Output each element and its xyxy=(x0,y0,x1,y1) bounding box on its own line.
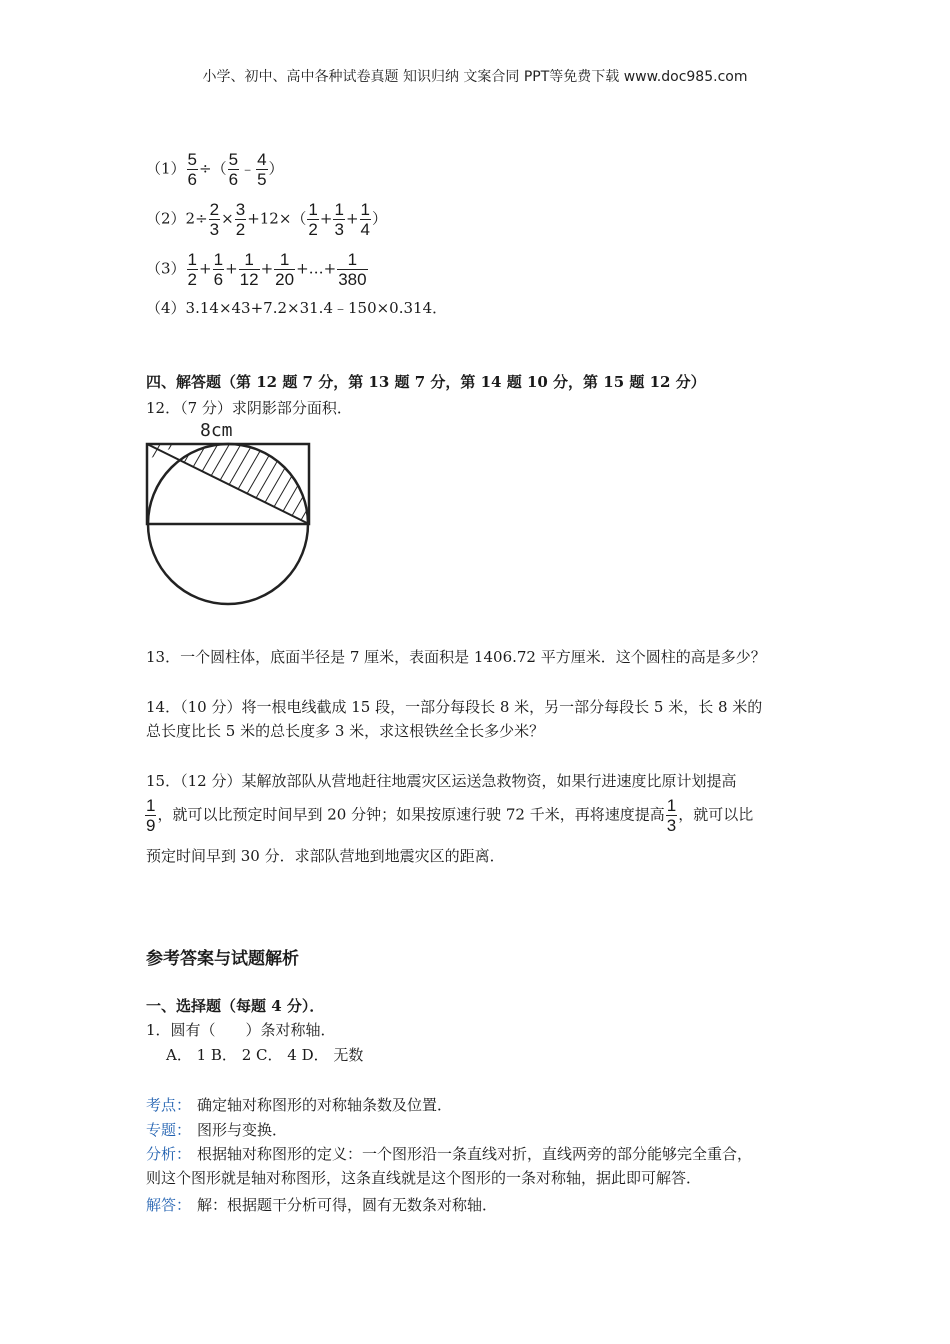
answers-section1: 一、选择题（每题 4 分）． xyxy=(146,997,325,1015)
question-13: 13．一个圆柱体，底面半径是 7 厘米，表面积是 1406.72 平方厘米．这个圆柱的高是多少？ xyxy=(146,648,766,666)
fraction: $\frac{2}{3}$ xyxy=(209,200,220,239)
shaded-area-figure xyxy=(140,418,320,606)
zhuanti-label: 专题： xyxy=(146,1121,192,1139)
answer-question-1: 1．圆有（ ）条对称轴． xyxy=(146,1021,336,1039)
calc-item-3: （3） $\frac{1}{2}$ + $\frac{1}{6}$ + $\frac{1}{12}$ + $\frac{1}{20}$ +…+ $\frac{1}{380}$ xyxy=(146,250,367,289)
calc-item-1: （1） $\frac{5}{6}$ ÷（ $\frac{5}{6}$ ﹣ $\frac{4}{5}$ ） xyxy=(146,150,284,189)
answer-options: A． 1 B． 2 C． 4 D． 无数 xyxy=(166,1046,364,1064)
fraction: $\frac{1}{2}$ xyxy=(187,250,198,289)
fraction: $\frac{1}{3}$ xyxy=(334,200,344,239)
section4-title: 四、解答题（第 12 题 7 分，第 13 题 7 分，第 14 题 10 分，第 15 题 12 分） xyxy=(146,373,706,391)
figure-label: 8cm xyxy=(200,420,233,441)
fenxi-row: 分析： 根据轴对称图形的定义：一个图形沿一条直线对折，直线两旁的部分能够完全重合， xyxy=(146,1145,753,1163)
question-12: 12．（7 分）求阴影部分面积． xyxy=(146,399,352,417)
kaodian-label: 考点： xyxy=(146,1096,192,1114)
zhuanti-row: 专题： 图形与变换． xyxy=(146,1121,288,1139)
fraction: $\frac{1}{380}$ xyxy=(338,250,367,289)
jieda-label: 解答： xyxy=(146,1196,192,1214)
kaodian-row: 考点： 确定轴对称图形的对称轴条数及位置． xyxy=(146,1096,453,1114)
question-15-line1: 15．（12 分）某解放部队从营地赶往地震灾区运送急救物资，如果行进速度比原计划提高 xyxy=(146,772,737,790)
fraction: $\frac{5}{6}$ xyxy=(187,150,198,189)
fenxi-label: 分析： xyxy=(146,1145,192,1163)
calc-item-4: （4）3.14×43+7.2×31.4﹣150×0.314． xyxy=(146,299,448,317)
fraction: $\frac{5}{6}$ xyxy=(228,150,239,189)
fraction: $\frac{1}{4}$ xyxy=(360,200,370,239)
fraction: $\frac{1}{20}$ xyxy=(275,250,295,289)
calc-item-2: （2）2÷ $\frac{2}{3}$ × $\frac{3}{2}$ +12×（ $\frac{1}{2}$ + $\frac{1}{3}$ + $\frac{1}{4}$ ） xyxy=(146,200,387,239)
fraction: $\frac{1}{2}$ xyxy=(308,200,318,239)
fraction: $\frac{1}{6}$ xyxy=(213,250,224,289)
jieda-row: 解答： 解：根据题干分析可得，圆有无数条对称轴． xyxy=(146,1196,498,1214)
page-header: 小学、初中、高中各种试卷真题 知识归纳 文案合同 PPT等免费下载 www.doc985.com xyxy=(202,69,748,85)
question-15-line2: $\frac{1}{9}$ ，就可以比预定时间早到 20 分钟；如果按原速行驶 72 千米，再将速度提高 $\frac{1}{3}$ ，就可以比 xyxy=(146,796,754,835)
fraction: $\frac{1}{3}$ xyxy=(666,796,677,835)
fraction: $\frac{1}{9}$ xyxy=(146,796,156,835)
question-15-line3: 预定时间早到 30 分．求部队营地到地震灾区的距离． xyxy=(146,847,505,865)
question-14-line2: 总长度比长 5 米的总长度多 3 米，求这根铁丝全长多少米？ xyxy=(146,722,545,740)
fraction: $\frac{1}{12}$ xyxy=(239,250,259,289)
question-14-line1: 14．（10 分）将一根电线截成 15 段，一部分每段长 8 米，另一部分每段长 5 米，长 8 米的 xyxy=(146,698,763,716)
answers-title: 参考答案与试题解析 xyxy=(146,949,299,969)
fraction: $\frac{4}{5}$ xyxy=(257,150,267,189)
fraction: $\frac{3}{2}$ xyxy=(235,200,246,239)
fenxi-row-2: 则这个图形就是轴对称图形，这条直线就是这个图形的一条对称轴，据此即可解答． xyxy=(146,1169,702,1187)
